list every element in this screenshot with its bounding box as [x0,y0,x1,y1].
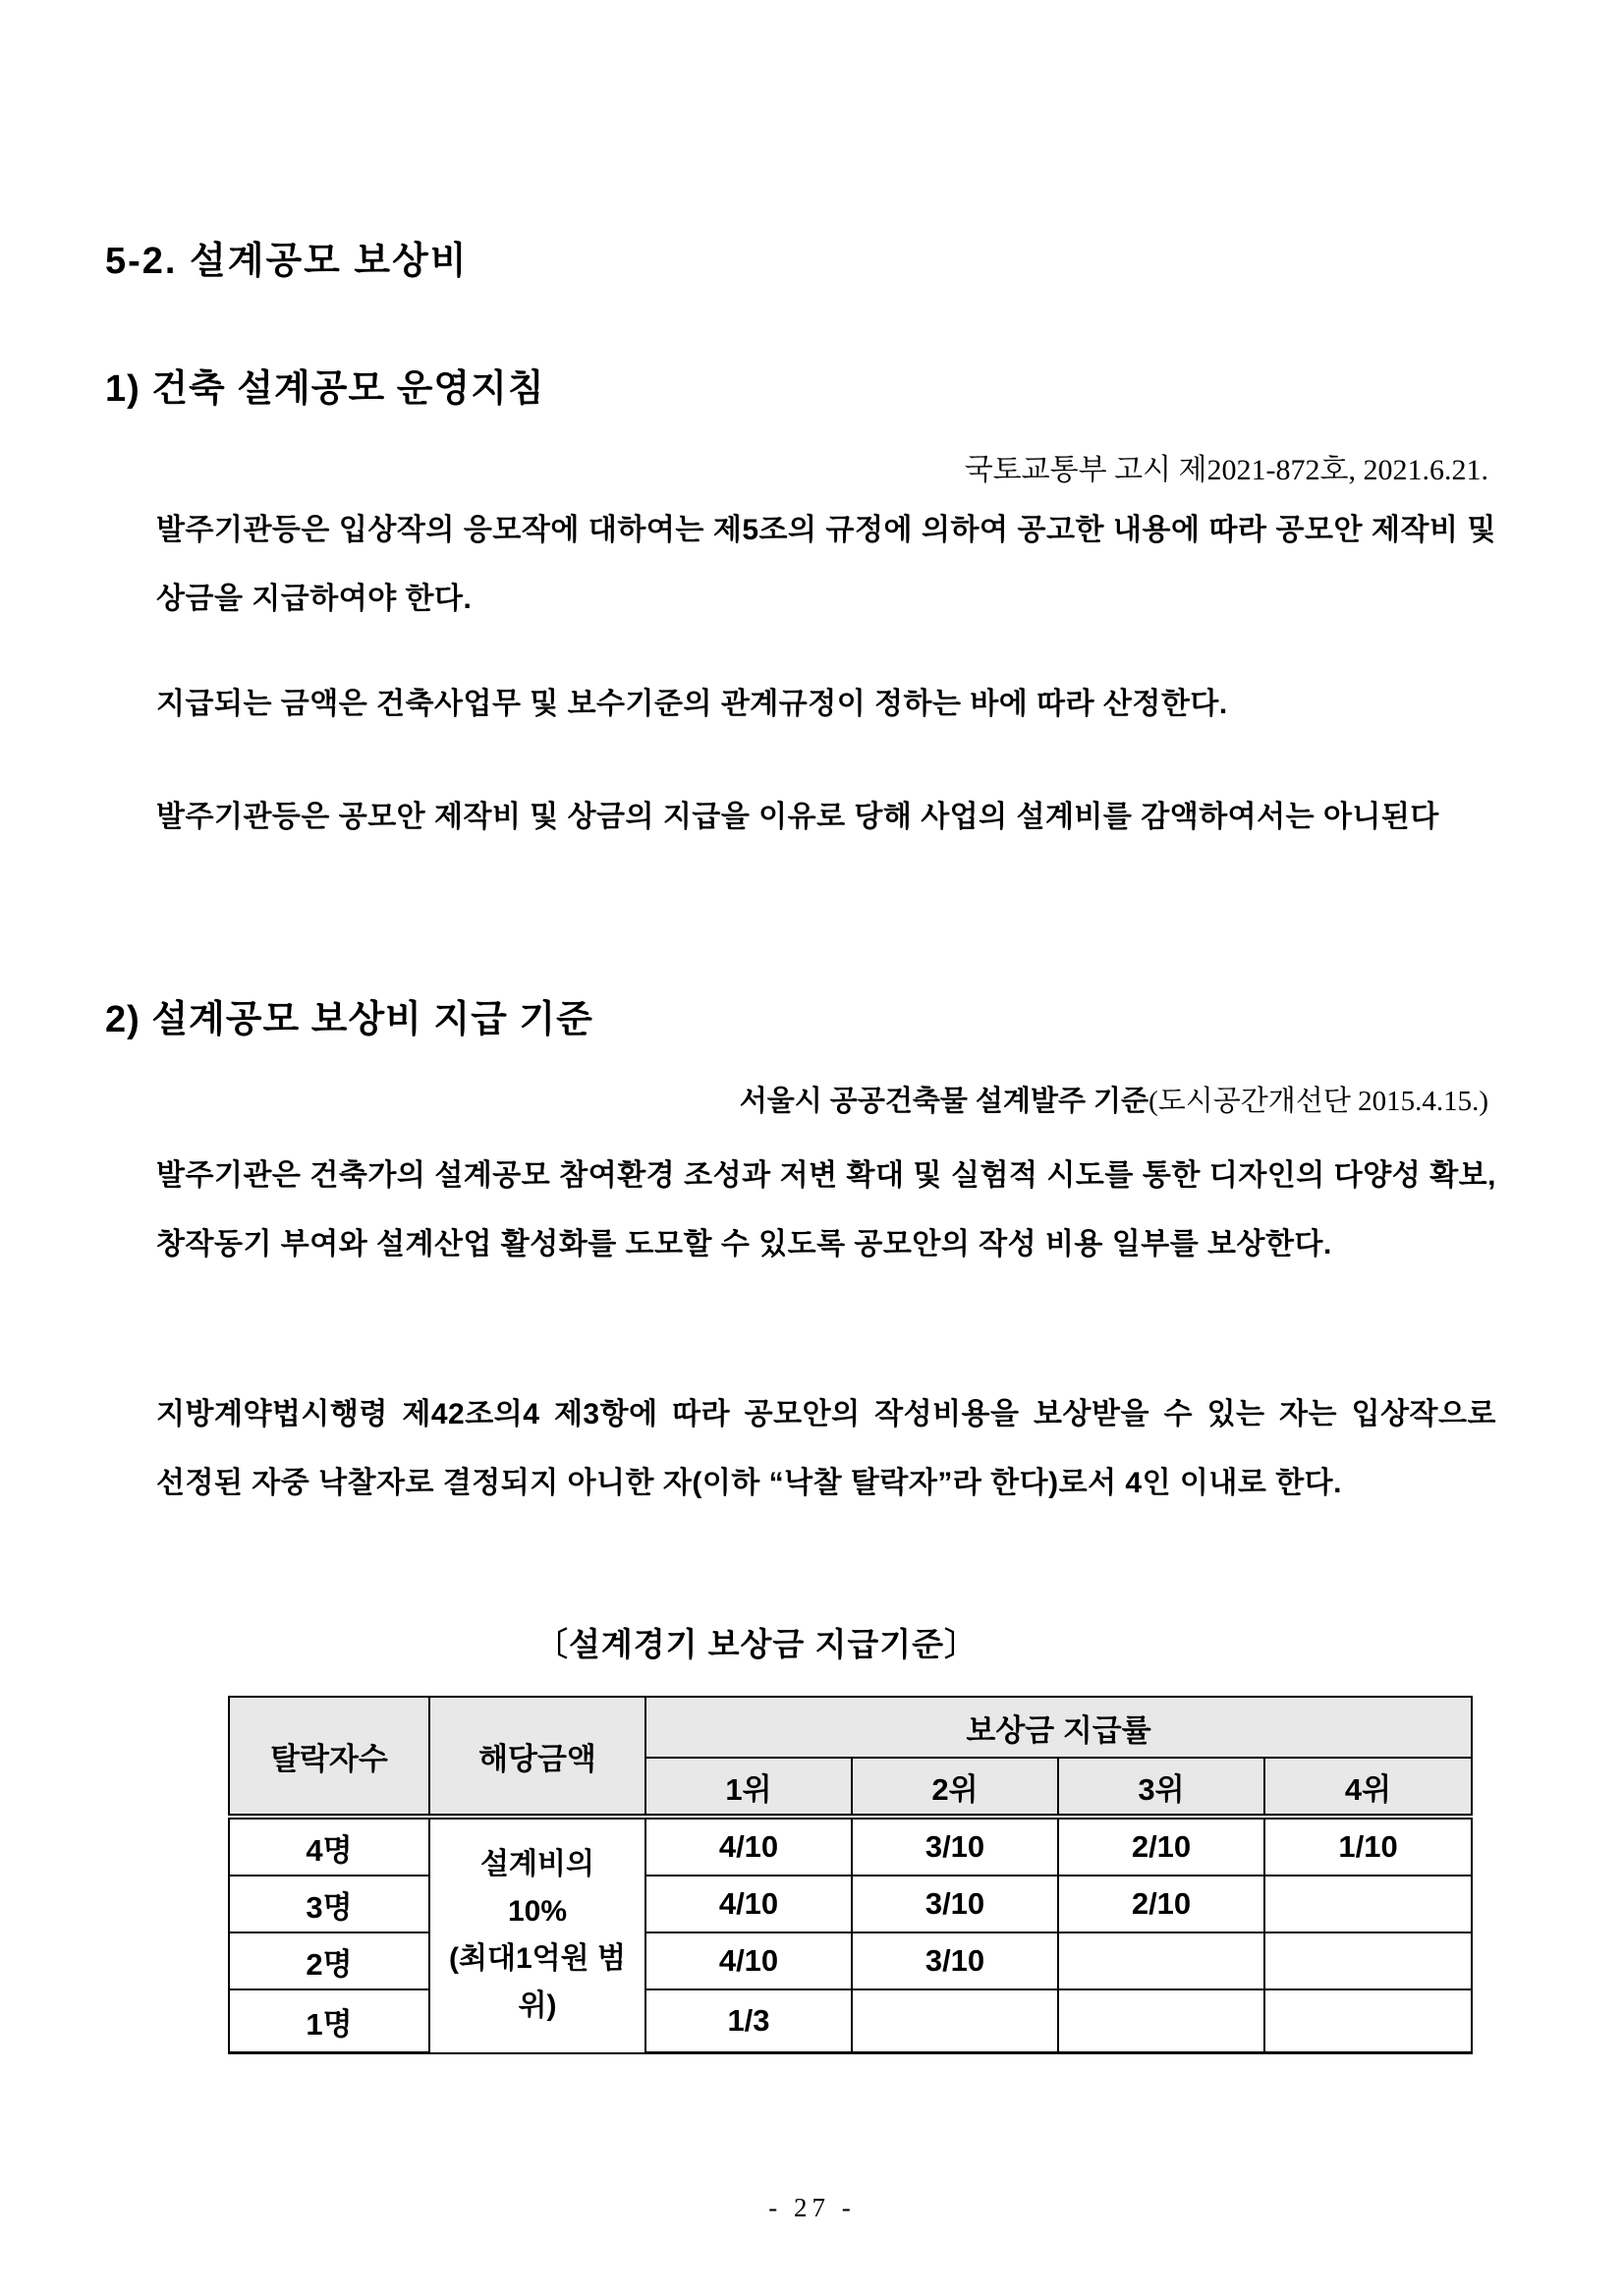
section2-bullet-2 [121,1380,1496,1518]
section2-reference-bold: 서울시 공공건축물 설계발주 기준 [739,1086,1149,1117]
table-row [229,1932,1472,1989]
bullet-text: 발주기관등은 입상작의 응모작에 대하여는 제5조의 규정에 의하여 공고한 내용에 따라 공모안 제작비 및 상금을 지급하여야 한다. [156,514,1496,615]
rate-cell [1264,1932,1472,1989]
table-caption: 〔설계경기 보상금 지급기준〕 [535,1626,978,1662]
header-rank-4: 4위 [1264,1758,1472,1817]
rate-cell [1264,1876,1472,1932]
rate-cell [1058,1989,1264,2053]
bullet-square-icon [121,783,156,852]
compensation-table [228,1696,1473,2054]
header-payment-rate-group: 보상금 지급률 [645,1697,1472,1758]
section1-reference: 국토교통부 고시 제2021-872호, 2021.6.21. [964,454,1488,486]
rate-cell: 4/10 [645,1876,852,1932]
row-label: 3명 [229,1876,429,1932]
amount-line: (최대1억원 범위) [449,1942,626,2023]
header-amount: 해당금액 [429,1697,645,1817]
amount-merged-cell [429,1817,645,2053]
header-rank-2: 2위 [852,1758,1058,1817]
header-dropout-count: 탈락자수 [229,1697,429,1817]
page-number: - 27 - [768,2193,856,2222]
amount-line: 10% [507,1895,568,1929]
rate-cell: 3/10 [852,1876,1058,1932]
section2-reference [740,1079,1488,1119]
rate-cell: 2/10 [1058,1817,1264,1876]
bullet-text: 지방계약법시행령 제42조의4 제3항에 따라 공모안의 작성비용을 보상받을 수 있는 자는 입상작으로 선정된 자중 낙찰자로 결정되지 아니한 자(이하 “낙찰 탈락자”라 한다)로서 4인 이내로 한다. [156,1398,1496,1499]
amount-line: 설계비의 [480,1848,594,1881]
page-title: 5-2. 설계공모 보상비 [105,241,469,282]
bullet-text: 발주기관등은 공모안 제작비 및 상금의 지급을 이유로 당해 사업의 설계비를 감액하여서는 아니된다 [156,801,1439,833]
section2-reference-plain: (도시공간개선단 2015.4.15.) [1148,1086,1488,1117]
rate-cell: 2/10 [1058,1876,1264,1932]
row-label: 1명 [229,1989,429,2053]
rate-cell [1264,1989,1472,2053]
section2-bullet-1 [121,1142,1496,1279]
bullet-square-icon [121,1142,156,1279]
row-label: 2명 [229,1932,429,1989]
section1-heading: 1) 건축 설계공모 운영지침 [105,368,545,410]
rate-cell: 1/10 [1264,1817,1472,1876]
header-rank-1: 1위 [645,1758,852,1817]
row-label: 4명 [229,1817,429,1876]
section2-heading: 2) 설계공모 보상비 지급 기준 [105,999,593,1040]
rate-cell: 4/10 [645,1817,852,1876]
header-rank-3: 3위 [1058,1758,1264,1817]
rate-cell: 3/10 [852,1817,1058,1876]
table-row [229,1817,1472,1876]
bullet-square-icon [121,1380,156,1518]
bullet-text: 지급되는 금액은 건축사업무 및 보수기준의 관계규정이 정하는 바에 따라 산정한다. [156,688,1228,720]
section1-bullet-3 [121,783,1496,852]
section1-bullet-1 [121,496,1496,634]
bullet-text: 발주기관은 건축가의 설계공모 참여환경 조성과 저변 확대 및 실험적 시도를 통한 디자인의 다양성 확보, 창작동기 부여와 설계산업 활성화를 도모할 수 있도록 공모안의 작성 비용 일부를 보상한다. [156,1159,1496,1260]
rate-cell: 3/10 [852,1932,1058,1989]
section1-bullet-2 [121,670,1496,739]
table-row [229,1989,1472,2053]
bullet-square-icon [121,670,156,739]
bullet-square-icon [121,496,156,634]
table-row [229,1876,1472,1932]
rate-cell: 1/3 [645,1989,852,2053]
rate-cell [1058,1932,1264,1989]
rate-cell: 4/10 [645,1932,852,1989]
rate-cell [852,1989,1058,2053]
